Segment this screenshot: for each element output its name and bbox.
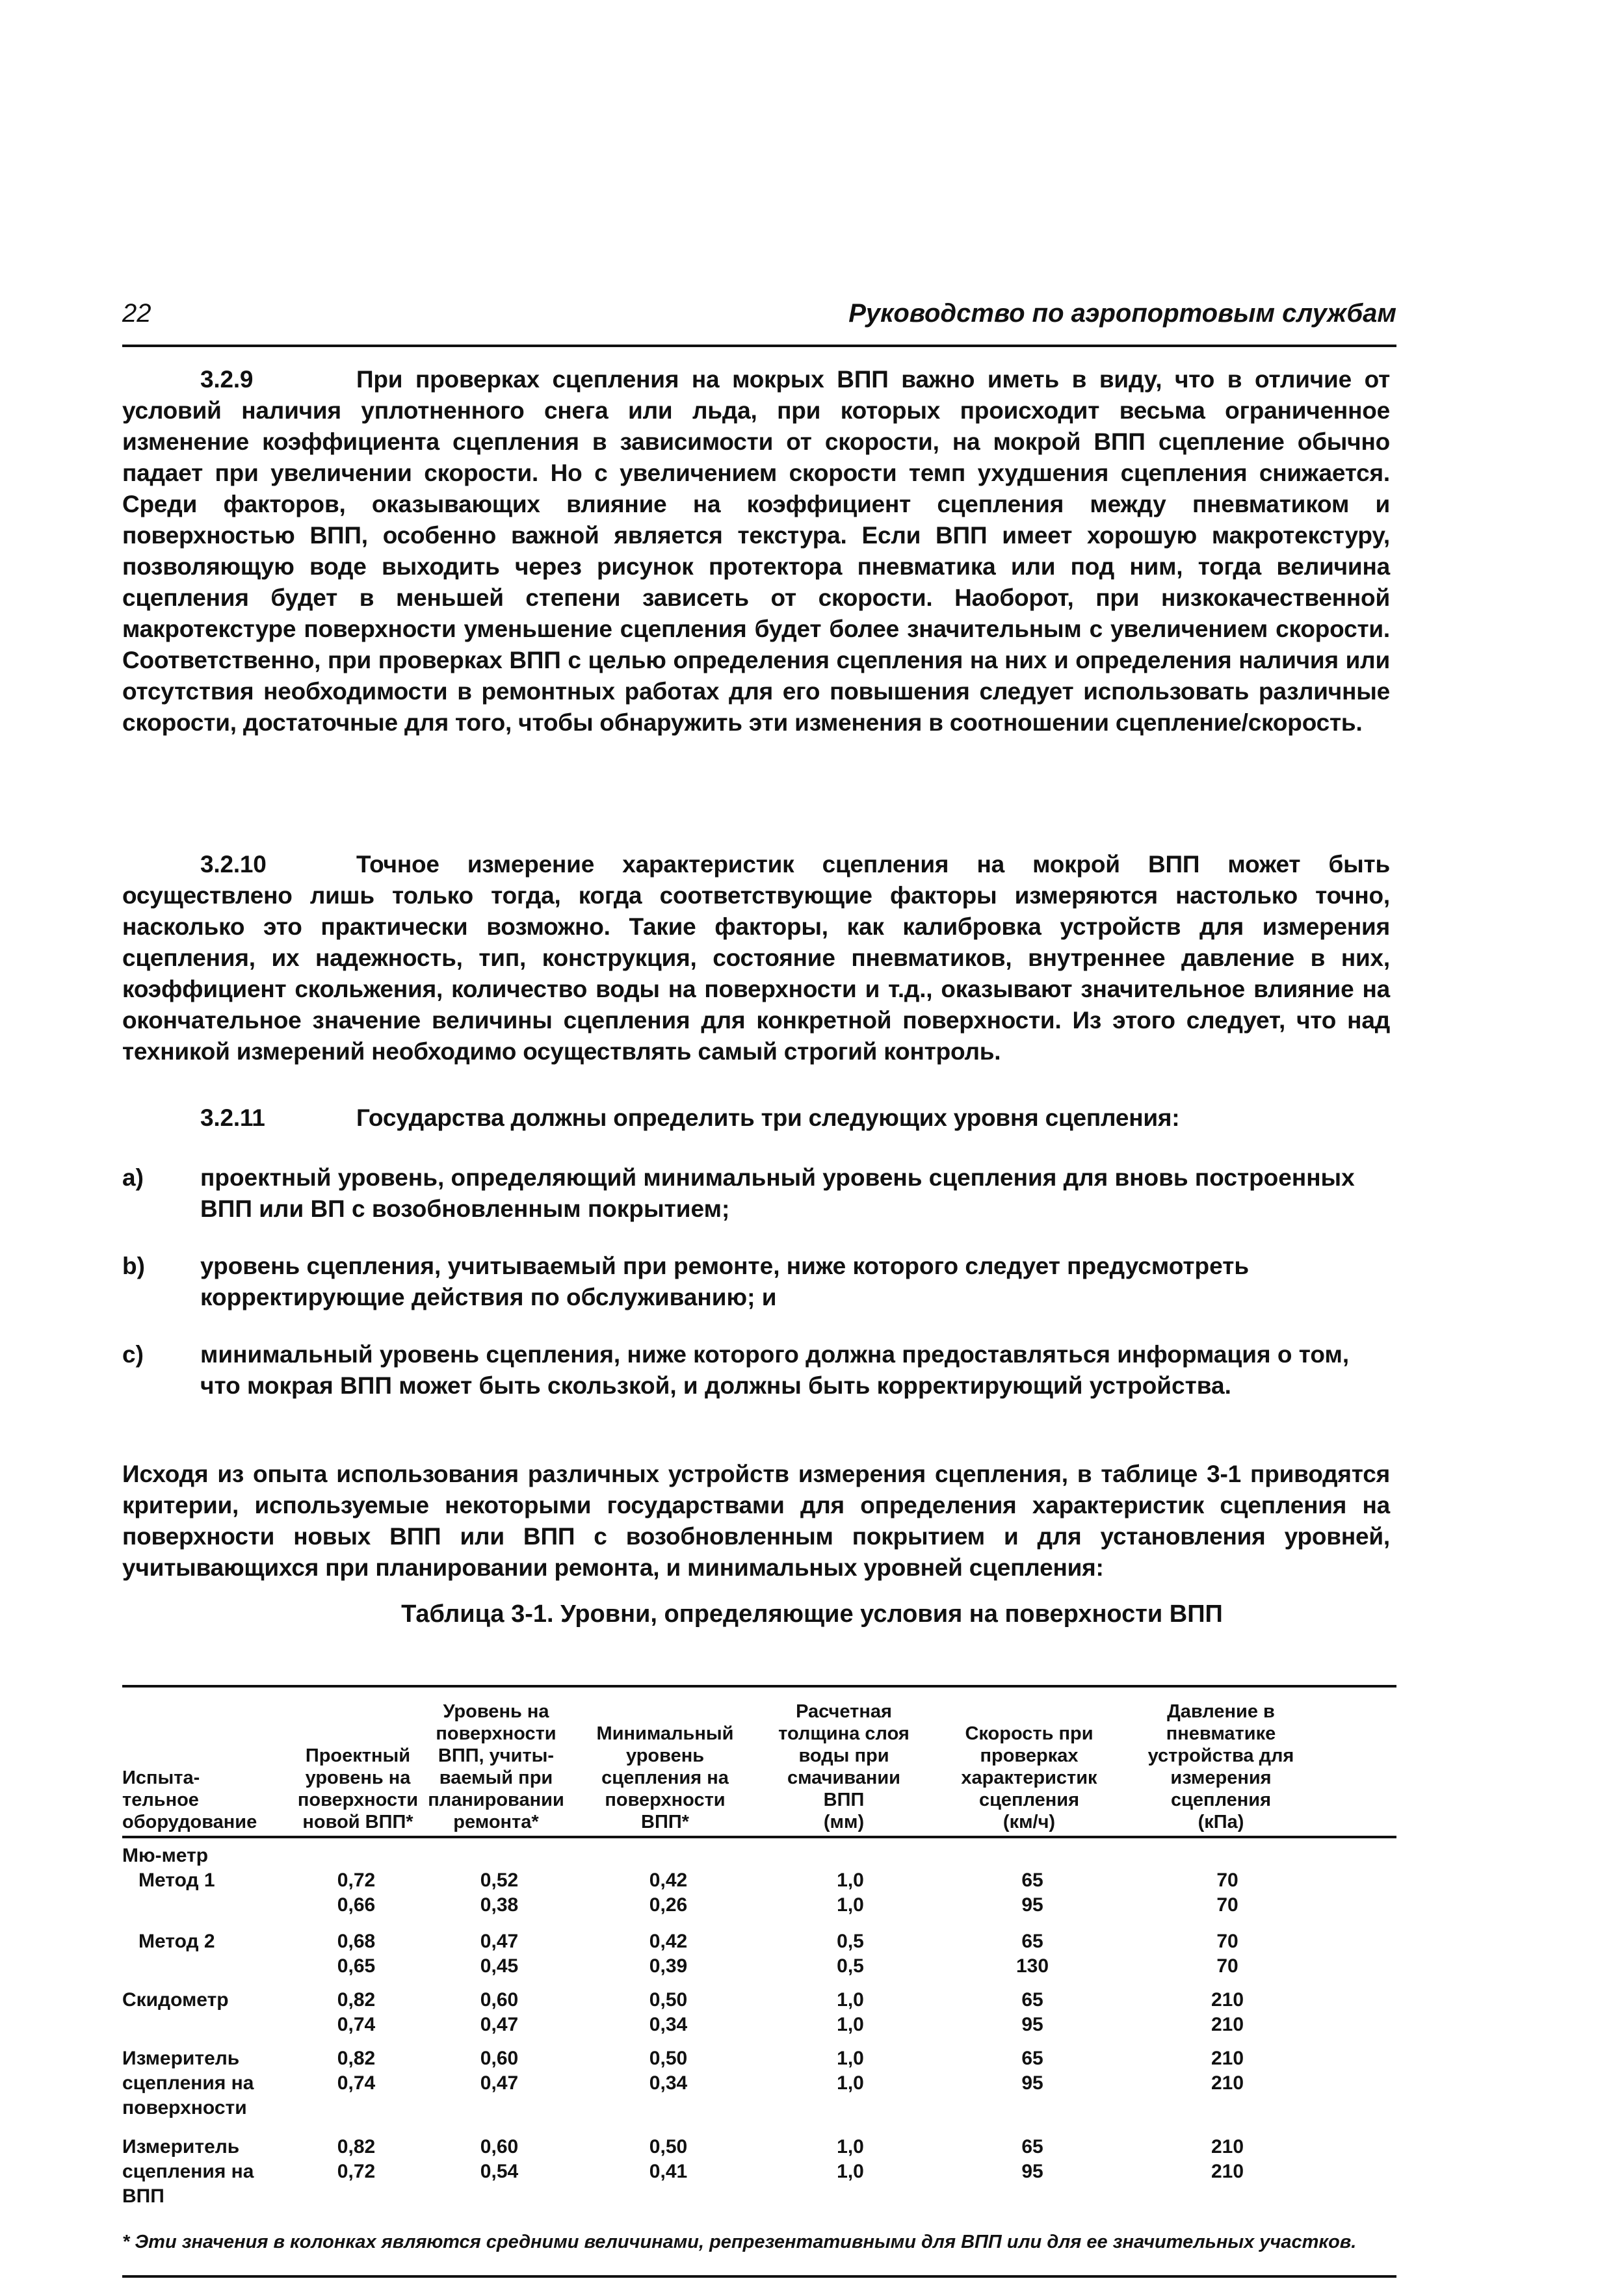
table-cell: 0,82 — [337, 2048, 376, 2069]
table-cell: 0,42 — [649, 1870, 688, 1891]
header-tire-pressure: Давление в пневматике устройства для измерения сцепления (кПа) — [1147, 1701, 1294, 1832]
table-cell: 0,5 — [837, 1931, 864, 1952]
list-label: a) — [122, 1164, 144, 1191]
header-minimum-level: Минимальный уровень сцепления на поверхности ВПП* — [596, 1723, 734, 1832]
table-cell: 0,50 — [649, 2048, 688, 2069]
table-cell: 1,0 — [837, 2072, 864, 2094]
table-cell: 65 — [1021, 2136, 1043, 2157]
table-cell: 210 — [1211, 2136, 1244, 2157]
table-cell: 1,0 — [837, 2136, 864, 2157]
table-cell: 0,47 — [480, 2072, 519, 2094]
paragraph-3-2-11 — [122, 1102, 1390, 1134]
table-cell: 0,65 — [337, 1955, 376, 1977]
table-cell: 0,68 — [337, 1931, 376, 1952]
equipment-label: Измеритель сцепления на ВПП — [122, 2136, 254, 2207]
paragraph-text: При проверках сцепления на мокрых ВПП важно иметь в виду, что в отличие от условий наличия уплотненного снега или льда, при которых происходит весьма ограниченное изменение коэффициента сцепления в зависимости от скорости, на мокрой ВПП сцепление обычно падает при увеличении скорости. Но с увеличением скорости темп ухудшения сцепления снижается. Среди факторов, оказывающих влияние на коэффициент сцепления между пневматиком и поверхностью ВПП, особенно важной является текстура. Если ВПП имеет хорошую макротекстуру, позволяющую воде выходить через рисунок протектора пневматика или под ним, тогда величина сцепления будет в меньшей степени зависеть от скорости. Наоборот, при низкокачественной макротекстуре поверхности уменьшение сцепления будет более значительным с увеличением скорости. Соответственно, при проверках ВПП с целью определения сцепления на них и определения наличия или отсутствия необходимости в ремонтных работах для его повышения следует использовать различные скорости, достаточные для того, чтобы обнаружить эти изменения в соотношении сцепление/скорость. — [122, 366, 1390, 736]
table-cell: 0,45 — [480, 1955, 519, 1977]
running-title: Руководство по аэропортовым службам — [848, 299, 1396, 328]
table-cell: 0,34 — [649, 2014, 688, 2035]
table-cell: 210 — [1211, 2072, 1244, 2094]
equipment-label: Метод 2 — [122, 1931, 215, 1952]
header-design-level: Проектный уровень на поверхности новой ВПП* — [297, 1745, 419, 1832]
table-cell: 0,60 — [480, 2048, 519, 2069]
table-cell: 1,0 — [837, 2161, 864, 2182]
footnote-rule — [122, 2275, 1396, 2278]
header-water-depth: Расчетная толщина слоя воды при смачивании ВПП (мм) — [778, 1701, 910, 1832]
table-header-rule — [122, 1836, 1396, 1838]
table-cell: 210 — [1211, 2161, 1244, 2182]
table-cell: 1,0 — [837, 1989, 864, 2011]
table-cell: 1,0 — [837, 2048, 864, 2069]
table-cell: 0,39 — [649, 1955, 688, 1977]
table-cell: 65 — [1021, 1870, 1043, 1891]
table-footnote: * Эти значения в колонках являются средними величинами, репрезентативными для ВПП или для ее значительных участков. — [122, 2232, 1357, 2252]
table-cell: 65 — [1021, 1989, 1043, 2011]
header-maintenance-level: Уровень на поверхности ВПП, учиты- ваемый при планировании ремонта* — [428, 1701, 564, 1832]
paragraph-text: Точное измерение характеристик сцепления на мокрой ВПП может быть осуществлено лишь только тогда, когда соответствующие факторы измеряются настолько точно, насколько это практически возможно. Такие факторы, как калибровка устройств для измерения сцепления, их надежность, тип, конструкция, состояние пневматиков, внутреннее давление в них, коэффициент скольжения, количество воды на поверхности и т.д., оказывают значительное влияние на окончательное значение величины сцепления для конкретной поверхности. Из этого следует, что над техникой измерений необходимо осуществлять самый строгий контроль. — [122, 851, 1390, 1065]
table-cell: 95 — [1021, 2072, 1043, 2094]
paragraph-3-2-10 — [122, 849, 1390, 1067]
table-cell: 0,26 — [649, 1894, 688, 1916]
table-cell: 0,50 — [649, 1989, 688, 2011]
paragraph-number: 3.2.11 — [200, 1104, 265, 1131]
table-cell: 0,74 — [337, 2072, 376, 2094]
table-cell: 70 — [1216, 1955, 1238, 1977]
table-cell: 0,82 — [337, 2136, 376, 2157]
table-cell: 0,34 — [649, 2072, 688, 2094]
header-test-speed: Скорость при проверках характеристик сцепления (км/ч) — [961, 1723, 1097, 1832]
table-cell: 1,0 — [837, 1870, 864, 1891]
table-top-rule — [122, 1685, 1396, 1688]
table-cell: 0,66 — [337, 1894, 376, 1916]
table-cell: 70 — [1216, 1894, 1238, 1916]
table-cell: 210 — [1211, 1989, 1244, 2011]
list-text: минимальный уровень сцепления, ниже которого должна предоставляться информация о том, что мокрая ВПП может быть скользкой, и должны быть корректирующий устройства. — [200, 1341, 1350, 1399]
paragraph-3-2-9 — [122, 364, 1390, 738]
table-cell: 1,0 — [837, 1894, 864, 1916]
page-header — [122, 298, 1396, 347]
equipment-label: Измеритель сцепления на поверхности — [122, 2048, 254, 2118]
table-cell: 210 — [1211, 2014, 1244, 2035]
header-equipment: Испыта- тельное оборудование — [122, 1767, 257, 1832]
table-cell: 0,5 — [837, 1955, 864, 1977]
paragraph-table-intro: Исходя из опыта использования различных устройств измерения сцепления, в таблице 3-1 приводятся критерии, используемые некоторыми государствами для определения характеристик сцепления на поверхности новых ВПП или ВПП с возобновленным покрытием и для установления уровней, учитывающихся при планировании ремонта, и минимальных уровней сцепления: — [122, 1461, 1390, 1581]
table-cell: 95 — [1021, 2161, 1043, 2182]
table-cell: 95 — [1021, 2014, 1043, 2035]
table-cell: 0,72 — [337, 1870, 376, 1891]
table-cell: 210 — [1211, 2048, 1244, 2069]
paragraph-number: 3.2.10 — [200, 851, 267, 878]
table-cell: 0,52 — [480, 1870, 519, 1891]
paragraph-text: Государства должны определить три следующих уровня сцепления: — [356, 1104, 1180, 1131]
table-cell: 0,50 — [649, 2136, 688, 2157]
table-cell: 0,72 — [337, 2161, 376, 2182]
table-cell: 95 — [1021, 1894, 1043, 1916]
table-cell: 0,82 — [337, 1989, 376, 2011]
list-label: b) — [122, 1253, 145, 1279]
table-cell: 0,54 — [480, 2161, 519, 2182]
table-cell: 0,47 — [480, 1931, 519, 1952]
list-text: проектный уровень, определяющий минимальный уровень сцепления для вновь построенных ВПП или ВП с возобновленным покрытием; — [200, 1164, 1355, 1222]
table-cell: 65 — [1021, 1931, 1043, 1952]
equipment-label: Скидометр — [122, 1989, 229, 2011]
table-cell: 0,60 — [480, 1989, 519, 2011]
table-cell: 0,42 — [649, 1931, 688, 1952]
table-cell: 65 — [1021, 2048, 1043, 2069]
table-cell: 70 — [1216, 1931, 1238, 1952]
table-cell: 0,38 — [480, 1894, 519, 1916]
list-label: c) — [122, 1341, 144, 1368]
list-text: уровень сцепления, учитываемый при ремонте, ниже которого следует предусмотреть корректирующие действия по обслуживанию; и — [200, 1253, 1250, 1310]
table-caption: Таблица 3-1. Уровни, определяющие условия на поверхности ВПП — [401, 1600, 1223, 1628]
table-cell: 1,0 — [837, 2014, 864, 2035]
table-cell: 0,60 — [480, 2136, 519, 2157]
table-cell: 0,47 — [480, 2014, 519, 2035]
page-number: 22 — [122, 299, 151, 328]
paragraph-number: 3.2.9 — [200, 366, 254, 393]
table-cell: 0,41 — [649, 2161, 688, 2182]
table-cell: 0,74 — [337, 2014, 376, 2035]
table-cell: 70 — [1216, 1870, 1238, 1891]
equipment-label: Мю-метр Метод 1 — [122, 1845, 215, 1891]
table-cell: 130 — [1015, 1955, 1049, 1977]
